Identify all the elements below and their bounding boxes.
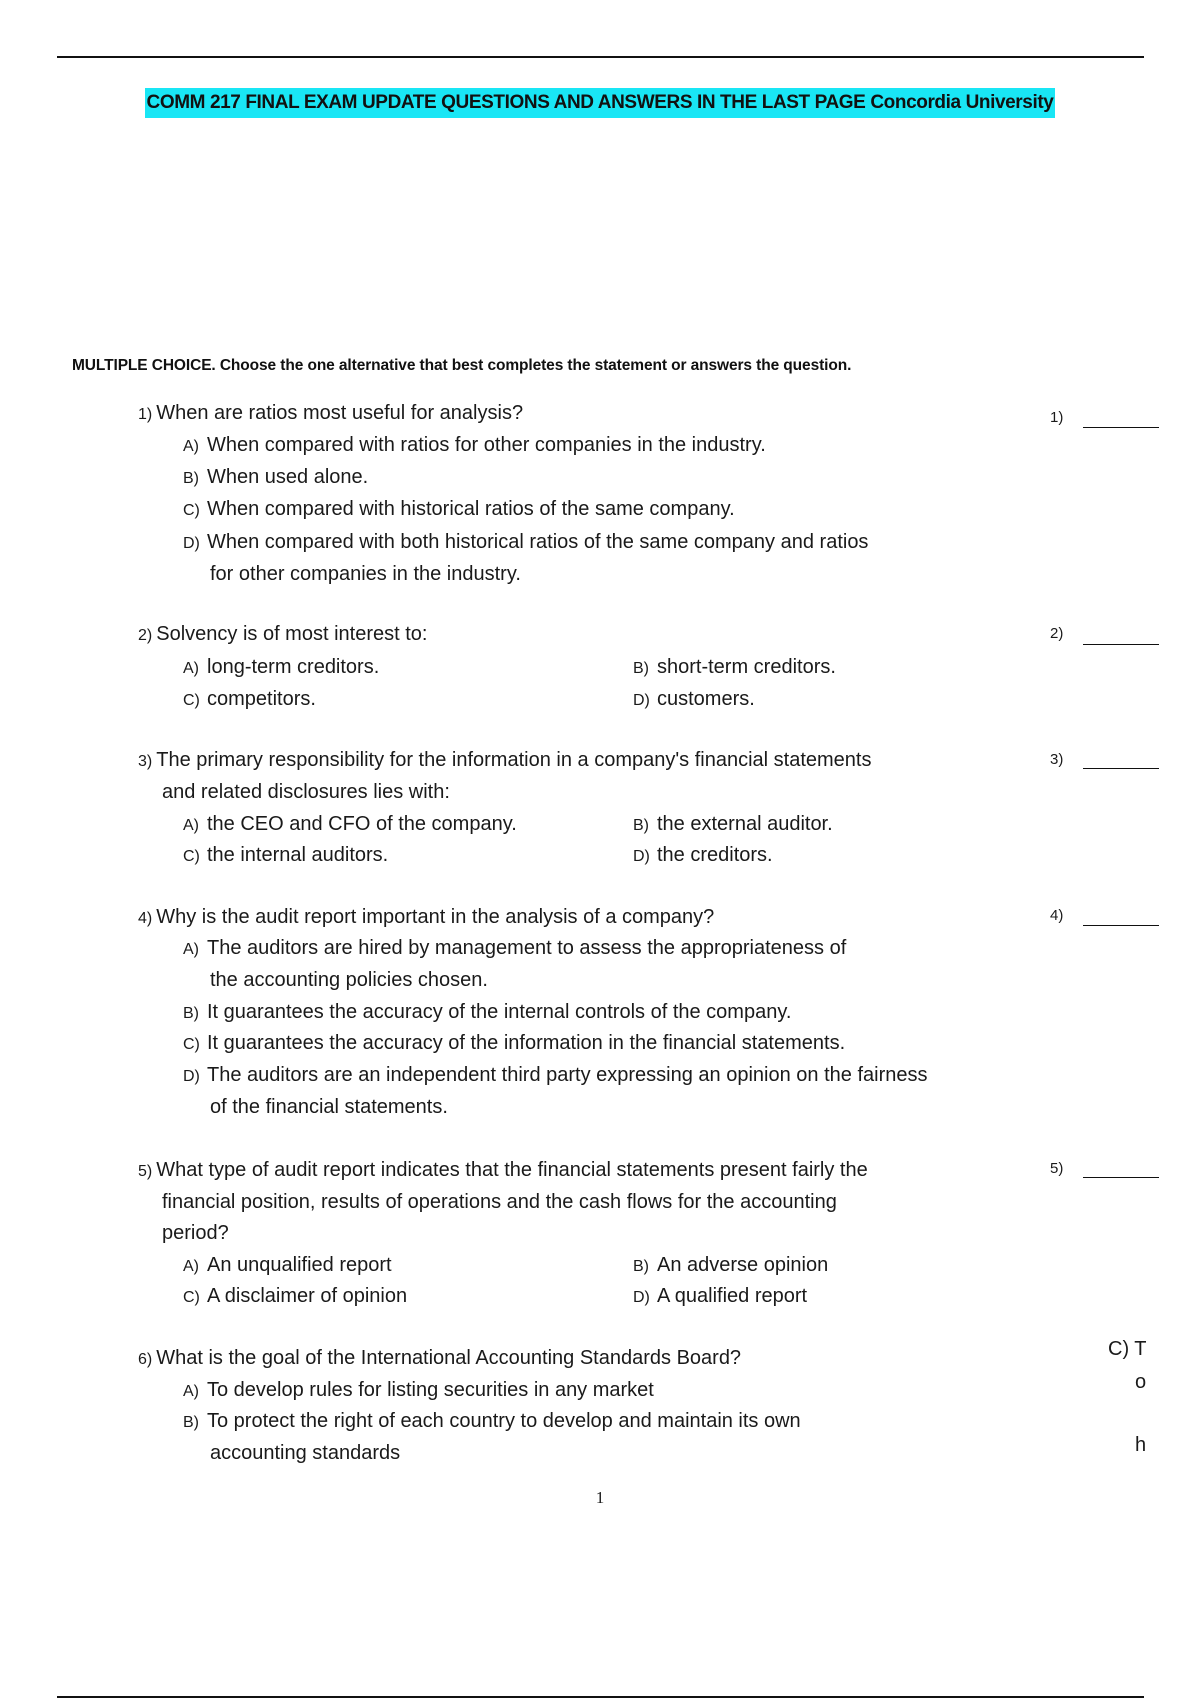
option[interactable]: A) long-term creditors.	[183, 656, 380, 678]
option[interactable]: D) A qualified report	[633, 1285, 808, 1307]
option[interactable]: B) short-term creditors.	[633, 656, 836, 678]
question-text-continuation: period?	[162, 1222, 229, 1244]
answer-blank[interactable]	[1083, 768, 1159, 769]
answer-blank[interactable]	[1083, 427, 1159, 428]
option[interactable]: B) An adverse opinion	[633, 1254, 829, 1276]
option[interactable]: B) the external auditor.	[633, 813, 833, 835]
answer-label: 3)	[1050, 751, 1064, 768]
answer-label: 4)	[1050, 907, 1064, 924]
option-continuation: accounting standards	[210, 1442, 401, 1464]
option[interactable]: B) When used alone.	[183, 466, 369, 488]
option[interactable]: A) An unqualified report	[183, 1254, 392, 1276]
page-title: COMM 217 FINAL EXAM UPDATE QUESTIONS AND ANSWERS IN THE LAST PAGE Concordia University	[145, 88, 1056, 118]
answer-blank[interactable]	[1083, 1177, 1159, 1178]
instructions: MULTIPLE CHOICE. Choose the one alternative that best completes the statement or answers the question.	[72, 357, 852, 374]
answer-label: 2)	[1050, 625, 1064, 642]
question-text: 1) When are ratios most useful for analysis?	[138, 402, 524, 424]
option[interactable]: C) When compared with historical ratios of the same company.	[183, 498, 735, 520]
bottom-rule	[57, 1696, 1144, 1698]
answer-label: 1)	[1050, 409, 1064, 426]
option[interactable]: C) competitors.	[183, 688, 316, 710]
question-text: 2) Solvency is of most interest to:	[138, 623, 428, 645]
question-text: 3) The primary responsibility for the information in a company's financial statements	[138, 749, 872, 771]
option[interactable]: B) It guarantees the accuracy of the internal controls of the company.	[183, 1001, 792, 1023]
side-fragment: h	[1135, 1434, 1147, 1456]
answer-label: 5)	[1050, 1160, 1064, 1177]
option-continuation: for other companies in the industry.	[210, 563, 521, 585]
answer-blank[interactable]	[1083, 925, 1159, 926]
top-rule	[57, 56, 1144, 58]
question-text-continuation: financial position, results of operations and the cash flows for the accounting	[162, 1191, 837, 1213]
option[interactable]: C) It guarantees the accuracy of the information in the financial statements.	[183, 1032, 846, 1054]
option[interactable]: A) To develop rules for listing securities in any market	[183, 1379, 654, 1401]
page-number: 1	[595, 1488, 605, 1507]
option[interactable]: D) When compared with both historical ratios of the same company and ratios	[183, 531, 869, 553]
question-text: 6) What is the goal of the International Accounting Standards Board?	[138, 1347, 742, 1369]
option-continuation: of the financial statements.	[210, 1096, 448, 1118]
question-text-continuation: and related disclosures lies with:	[162, 781, 450, 803]
title-wrap	[0, 88, 1200, 118]
answer-blank[interactable]	[1083, 644, 1159, 645]
option[interactable]: D) The auditors are an independent third party expressing an opinion on the fairness	[183, 1064, 928, 1086]
question-text: 5) What type of audit report indicates that the financial statements present fairly the	[138, 1159, 868, 1181]
option[interactable]: D) the creditors.	[633, 844, 773, 866]
side-fragment: C) T	[1108, 1338, 1147, 1360]
option-continuation: the accounting policies chosen.	[210, 969, 488, 991]
option[interactable]: D) customers.	[633, 688, 755, 710]
side-fragment: o	[1135, 1371, 1147, 1393]
option[interactable]: C) the internal auditors.	[183, 844, 389, 866]
option[interactable]: C) A disclaimer of opinion	[183, 1285, 408, 1307]
option[interactable]: B) To protect the right of each country to develop and maintain its own	[183, 1410, 801, 1432]
option[interactable]: A) The auditors are hired by management to assess the appropriateness of	[183, 937, 847, 959]
question-text: 4) Why is the audit report important in the analysis of a company?	[138, 906, 715, 928]
option[interactable]: A) the CEO and CFO of the company.	[183, 813, 517, 835]
option[interactable]: A) When compared with ratios for other companies in the industry.	[183, 434, 766, 456]
